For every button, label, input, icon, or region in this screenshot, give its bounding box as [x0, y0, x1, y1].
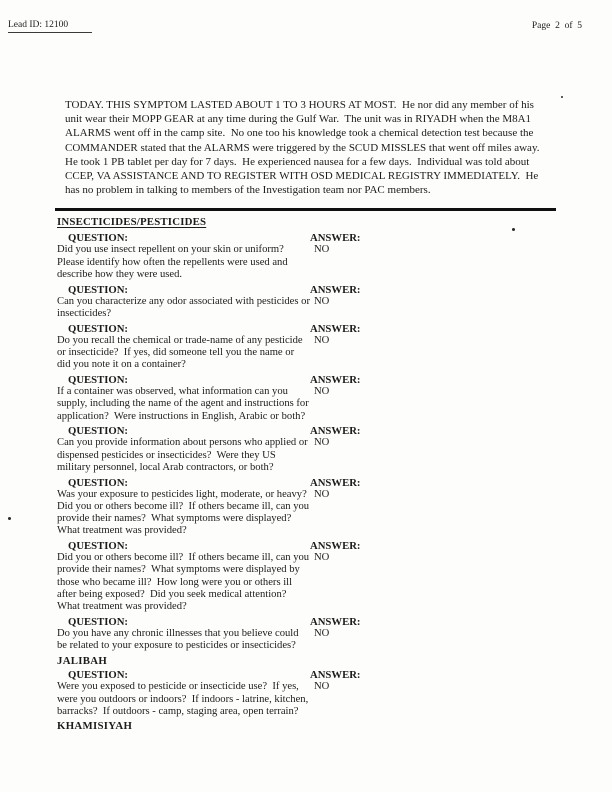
qa-block-illness	[57, 540, 558, 613]
question-column	[57, 425, 310, 474]
answer-label: ANSWER:	[310, 540, 361, 553]
answer-column	[310, 284, 558, 321]
question-column	[57, 323, 310, 372]
question-label: QUESTION:	[68, 425, 128, 438]
answer-value: NO	[314, 334, 330, 346]
question-text: If a container was observed, what information can you supply, including the name of the agent and instructions for application? Were instructions in English, Arabic or both?	[57, 386, 312, 422]
answer-column	[310, 425, 558, 474]
qa-block-trade-name	[57, 323, 558, 372]
answer-label: ANSWER:	[310, 283, 361, 296]
question-column	[57, 283, 313, 321]
answer-column	[310, 232, 558, 281]
answer-column	[310, 540, 558, 613]
answer-label: ANSWER:	[310, 232, 361, 245]
location-heading-khamisiyah: KHAMISIYAH	[57, 720, 133, 733]
question-column	[57, 616, 310, 653]
question-text: Were you exposed to pesticide or insecticide use? If yes, were you outdoors or indoors? If indoors - latrine, kitchen, barracks? If outdoors - camp, staging area, open terrain?	[57, 681, 311, 717]
section-title: INSECTICIDES/PESTICIDES	[57, 216, 207, 228]
answer-label: ANSWER:	[310, 425, 361, 438]
answer-value: NO	[314, 628, 330, 639]
qa-block-repellent-use	[57, 232, 558, 281]
answer-value: NO	[314, 386, 330, 398]
qa-block-odor	[57, 284, 558, 321]
answer-value: NO	[314, 295, 330, 307]
question-column	[57, 476, 313, 538]
answer-label: ANSWER:	[310, 322, 361, 335]
answer-column	[310, 477, 558, 538]
page-number-label: Page 2 of 5	[531, 21, 582, 31]
answer-value: NO	[314, 552, 330, 564]
section-divider-rule	[55, 208, 556, 211]
question-text: Did you use insect repellent on your skin or uniform? Please identify how often the repellents were used and describe how they were used.	[57, 244, 291, 280]
qa-block-chronic-illness	[57, 616, 558, 653]
question-text: Was your exposure to pesticides light, moderate, or heavy? Did you or others become ill? If others became ill, can you provide their names? What symptoms were displayed? What treatment was provided?	[57, 488, 313, 537]
answer-value: NO	[314, 437, 330, 449]
answer-value: NO	[314, 488, 330, 500]
qa-block-jalibah-exposure	[57, 669, 558, 718]
question-text: Do you recall the chemical or trade-name of any pesticide or insecticide? If yes, did someone tell you the name or did you note it on a container?	[57, 334, 306, 371]
question-text: Do you have any chronic illnesses that you believe could be related to your exposure to pesticides or insecticides?	[57, 628, 302, 652]
qa-block-exposure-level	[57, 477, 558, 538]
question-label: QUESTION:	[68, 373, 128, 386]
question-column	[57, 374, 310, 423]
location-heading-jalibah: JALIBAH	[57, 654, 108, 667]
answer-value: NO	[314, 244, 330, 256]
question-label: QUESTION:	[68, 232, 128, 245]
question-label: QUESTION:	[68, 669, 128, 682]
lead-id-label: Lead ID: 12100	[8, 20, 92, 33]
scan-speck	[8, 517, 11, 520]
question-label: QUESTION:	[68, 615, 128, 628]
question-label: QUESTION:	[68, 322, 128, 335]
answer-column	[310, 374, 558, 423]
summary-paragraph: TODAY. THIS SYMPTOM LASTED ABOUT 1 TO 3 HOURS AT MOST. He nor did any member of his unit wear their MOPP GEAR at any time during the Gulf War. The unit was in RIYADH when the M8A1 ALARMS went off in the camp site. No one too his knowledge took a chemical detection test because the COMMANDER stated that the ALARMS were triggered by the SCUD MISSLES that went off miles away. He took 1 PB tablet per day for 7 days. He experienced nausea for a few days. Individual was told about CCEP, VA ASSISTANCE AND TO REGISTER WITH OSD MEDICAL REGISTRY IMMEDIATELY. He has no problem in talking to members of the Investigation team nor PAC members.	[65, 99, 545, 197]
question-text: Did you or others become ill? If others became ill, can you provide their names? What symptoms were displayed by those who became ill? How long were you or others ill after being exposed? Did you seek medical attention? What treatment was provided?	[57, 552, 312, 613]
answer-label: ANSWER:	[310, 373, 361, 386]
answer-label: ANSWER:	[310, 669, 361, 682]
scan-speck	[561, 96, 563, 98]
question-column	[57, 540, 310, 613]
question-text: Can you provide information about persons who applied or dispensed pesticides or insecticides? Were they US military personnel, local Arab contractors, or both?	[57, 437, 311, 473]
question-label: QUESTION:	[68, 540, 128, 553]
qa-block-applicators	[57, 425, 558, 474]
question-label: QUESTION:	[68, 283, 128, 296]
question-column	[57, 232, 310, 281]
question-label: QUESTION:	[68, 476, 128, 489]
insecticides-section	[57, 216, 558, 735]
scan-speck	[512, 228, 515, 231]
qa-block-container	[57, 374, 558, 423]
answer-label: ANSWER:	[310, 615, 361, 628]
answer-column	[310, 669, 558, 718]
question-column	[57, 669, 310, 718]
answer-column	[310, 616, 558, 653]
question-text: Can you characterize any odor associated with pesticides or insecticides?	[57, 295, 313, 319]
answer-label: ANSWER:	[310, 476, 361, 489]
answer-column	[310, 323, 558, 372]
answer-value: NO	[314, 681, 330, 693]
